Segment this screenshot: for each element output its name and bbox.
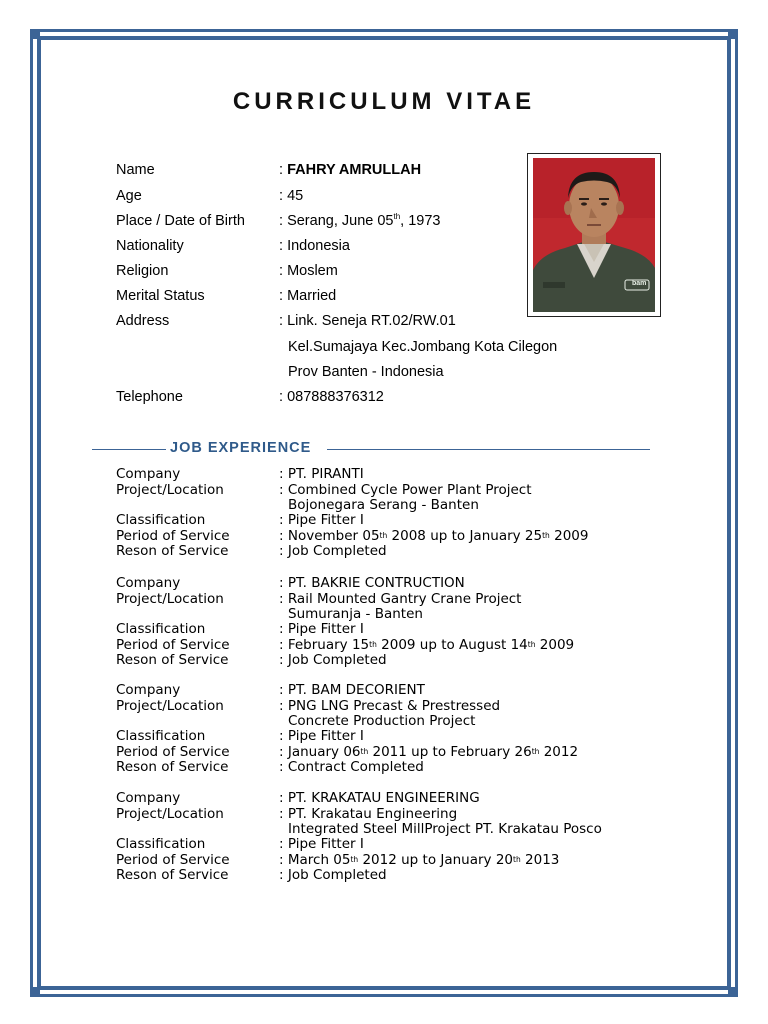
section-title-job-experience: JOB EXPERIENCE <box>170 440 312 456</box>
reason-label: Reson of Service <box>116 543 229 559</box>
company-value: PT. BAM DECORIENT <box>287 682 425 698</box>
nationality-value: Indonesia <box>287 238 350 254</box>
name-label: Name <box>116 162 155 178</box>
birth-value: Serang, June 05th, 1973 <box>287 212 441 229</box>
reason-value: Contract Completed <box>287 759 424 775</box>
classification-label: Classification <box>116 512 206 528</box>
company-label: Company <box>116 682 181 698</box>
portrait-image <box>533 158 655 312</box>
period-value: January 06th 2011 up to February 26th 2012 <box>287 744 579 760</box>
period-value: November 05th 2008 up to January 25th 2009 <box>287 528 589 544</box>
border-corner <box>728 987 738 997</box>
marital-value: Married <box>287 288 337 304</box>
religion-label: Religion <box>116 263 169 279</box>
reason-label: Reson of Service <box>116 867 229 883</box>
classification-value: Pipe Fitter I <box>287 512 364 528</box>
telephone-value: 087888376312 <box>287 389 384 405</box>
reason-value: Job Completed <box>287 543 387 559</box>
section-divider-right <box>327 449 650 450</box>
period-label: Period of Service <box>116 744 230 760</box>
project-location-value: Concrete Production Project <box>288 713 476 729</box>
religion-value: Moslem <box>287 263 338 279</box>
period-label: Period of Service <box>116 637 230 653</box>
name-value: FAHRY AMRULLAH <box>287 162 422 178</box>
project-label: Project/Location <box>116 806 224 822</box>
address-line-3: Prov Banten - Indonesia <box>288 364 444 380</box>
project-location-value: Integrated Steel MillProject PT. Krakatau Posco <box>288 821 602 837</box>
company-label: Company <box>116 575 181 591</box>
age-value: 45 <box>287 188 304 204</box>
classification-label: Classification <box>116 621 206 637</box>
border-corner <box>30 987 40 997</box>
address-label: Address <box>116 313 170 329</box>
classification-value: Pipe Fitter I <box>287 728 364 744</box>
project-value: PT. Krakatau Engineering <box>287 806 458 822</box>
project-value: PNG LNG Precast & Prestressed <box>287 698 501 714</box>
classification-label: Classification <box>116 728 206 744</box>
period-label: Period of Service <box>116 852 230 868</box>
address-line-1: Link. Seneja RT.02/RW.01 <box>287 313 456 329</box>
reason-value: Job Completed <box>287 867 387 883</box>
marital-label: Merital Status <box>116 288 205 304</box>
reason-value: Job Completed <box>287 652 387 668</box>
nationality-label: Nationality <box>116 238 184 254</box>
company-value: PT. BAKRIE CONTRUCTION <box>287 575 465 591</box>
project-label: Project/Location <box>116 698 224 714</box>
document-title: CURRICULUM VITAE <box>232 88 536 115</box>
section-divider-left <box>92 449 166 450</box>
company-label: Company <box>116 790 181 806</box>
period-value: March 05th 2012 up to January 20th 2013 <box>287 852 560 868</box>
birth-label: Place / Date of Birth <box>116 213 245 229</box>
classification-value: Pipe Fitter I <box>287 836 364 852</box>
period-value: February 15th 2009 up to August 14th 2009 <box>287 637 575 653</box>
project-location-value: Sumuranja - Banten <box>288 606 423 622</box>
address-line-2: Kel.Sumajaya Kec.Jombang Kota Cilegon <box>288 339 558 355</box>
company-value: PT. PIRANTI <box>287 466 364 482</box>
classification-label: Classification <box>116 836 206 852</box>
project-value: Combined Cycle Power Plant Project <box>287 482 532 498</box>
profile-photo <box>533 158 655 312</box>
border-corner <box>728 29 738 39</box>
company-value: PT. KRAKATAU ENGINEERING <box>287 790 480 806</box>
project-value: Rail Mounted Gantry Crane Project <box>287 591 522 607</box>
project-location-value: Bojonegara Serang - Banten <box>288 497 479 513</box>
telephone-label: Telephone <box>116 389 183 405</box>
reason-label: Reson of Service <box>116 652 229 668</box>
reason-label: Reson of Service <box>116 759 229 775</box>
project-label: Project/Location <box>116 591 224 607</box>
project-label: Project/Location <box>116 482 224 498</box>
age-label: Age <box>116 188 142 204</box>
period-label: Period of Service <box>116 528 230 544</box>
border-corner <box>30 29 40 39</box>
photo-badge-logo: bam <box>632 280 647 287</box>
company-label: Company <box>116 466 181 482</box>
classification-value: Pipe Fitter I <box>287 621 364 637</box>
